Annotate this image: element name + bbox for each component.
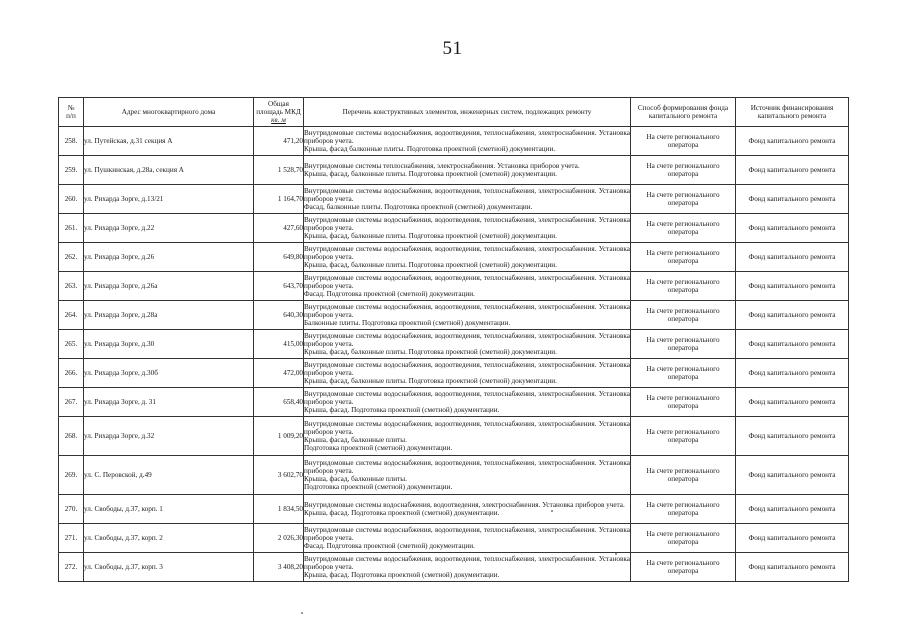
row-number: 269. — [59, 456, 84, 495]
works-line: Фасад. Подготовка проектной (сметной) документации. — [304, 542, 475, 551]
row-address: ул. Рихарда Зорге, д.32 — [84, 417, 254, 456]
row-area: 658,40 — [254, 388, 304, 417]
row-number: 265. — [59, 330, 84, 359]
row-works — [304, 301, 631, 330]
header-number: № п/п — [59, 98, 84, 127]
row-number: 263. — [59, 272, 84, 301]
row-area: 1 528,70 — [254, 156, 304, 185]
row-source: Фонд капитального ремонта — [736, 156, 849, 185]
row-address: ул. Рихарда Зорге, д.30б — [84, 359, 254, 388]
works-line: Крыша, фасад, балконные плиты. — [304, 436, 407, 444]
works-line: Внутридомовые системы водоснабжения, водоотведения, электроснабжения. Установка приборов учета. — [304, 500, 625, 509]
row-works — [304, 553, 631, 582]
row-source: Фонд капитального ремонта — [736, 456, 849, 495]
works-line: Внутридомовые системы водоснабжения, водоотведения, теплоснабжения, электроснабжения. Установка приборов учета. — [304, 419, 630, 436]
table-row — [59, 156, 849, 185]
table-body — [59, 127, 849, 582]
works-line: Подготовка проектной (сметной) документации. — [304, 483, 453, 492]
row-number: 258. — [59, 127, 84, 156]
row-area: 649,80 — [254, 243, 304, 272]
works-line: Внутридомовые системы водоснабжения, водоотведения, теплоснабжения, электроснабжения. Установка приборов учета. — [304, 128, 630, 145]
row-source: Фонд капитального ремонта — [736, 214, 849, 243]
works-line: Крыша, фасад. Подготовка проектной (сметной) документации. — [304, 571, 500, 580]
header-address: Адрес многоквартирного дома — [84, 98, 254, 127]
table-row — [59, 301, 849, 330]
works-line: Крыша, фасад балконные плиты. Подготовка проектной (сметной) документации. — [304, 145, 556, 154]
row-address: ул. Свободы, д.37, корп. 3 — [84, 553, 254, 582]
works-line: Внутридомовые системы водоснабжения, водоотведения, теплоснабжения, электроснабжения. Установка приборов учета. — [304, 525, 630, 542]
row-method: На счете регионального оператора — [631, 156, 736, 185]
row-area: 471,20 — [254, 127, 304, 156]
table-row — [59, 185, 849, 214]
row-number: 261. — [59, 214, 84, 243]
row-area: 643,70 — [254, 272, 304, 301]
works-line: Фасад, балконные плиты. Подготовка проектной (сметной) документации. — [304, 203, 533, 212]
table-row — [59, 214, 849, 243]
row-address: ул. Рихарда Зорге, д.13/21 — [84, 185, 254, 214]
row-address: ул. Рихарда Зорге, д.22 — [84, 214, 254, 243]
row-number: 266. — [59, 359, 84, 388]
works-line: Крыша, фасад. Подготовка проектной (сметной) документации. — [304, 509, 500, 517]
row-number: 264. — [59, 301, 84, 330]
row-source: Фонд капитального ремонта — [736, 243, 849, 272]
row-source: Фонд капитального ремонта — [736, 388, 849, 417]
works-line: Внутридомовые системы водоснабжения, водоотведения, теплоснабжения, электроснабжения. Установка приборов учета. — [304, 554, 630, 571]
works-line: Крыша, фасад, балконные плиты. Подготовка проектной (сметной) документации. — [304, 232, 557, 241]
row-method: На счете регионального оператора — [631, 301, 736, 330]
row-source: Фонд капитального ремонта — [736, 553, 849, 582]
row-works — [304, 127, 631, 156]
row-source: Фонд капитального ремонта — [736, 301, 849, 330]
row-method: На счете регионального оператора — [631, 185, 736, 214]
row-works — [304, 456, 631, 495]
row-number: 271. — [59, 524, 84, 553]
row-address: ул. Свободы, д.37, корп. 1 — [84, 495, 254, 524]
row-method: На счете регионального оператора — [631, 388, 736, 417]
works-line: Крыша, фасад, балконные плиты. Подготовка проектной (сметной) документации. — [304, 170, 557, 178]
works-line: Внутридомовые системы водоснабжения, водоотведения, теплоснабжения, электроснабжения. Установка приборов учета. — [304, 458, 630, 475]
row-number: 260. — [59, 185, 84, 214]
row-works — [304, 388, 631, 417]
row-works — [304, 524, 631, 553]
row-method: На счете регионального оператора — [631, 272, 736, 301]
row-works — [304, 330, 631, 359]
table-row — [59, 330, 849, 359]
works-line: Внутридомовые системы водоснабжения, водоотведения, теплоснабжения, электроснабжения. Установка приборов учета. — [304, 389, 630, 406]
row-source: Фонд капитального ремонта — [736, 495, 849, 524]
row-number: 259. — [59, 156, 84, 185]
row-address: ул. Путейская, д.31 секция А — [84, 127, 254, 156]
row-works — [304, 243, 631, 272]
row-method: На счете регионального оператора — [631, 214, 736, 243]
table-row — [59, 524, 849, 553]
row-method: На счете регионального оператора — [631, 359, 736, 388]
works-line: Крыша, фасад. Подготовка проектной (сметной) документации. — [304, 406, 500, 415]
row-source: Фонд капитального ремонта — [736, 359, 849, 388]
works-line: Крыша, фасад, балконные плиты. Подготовка проектной (сметной) документации. — [304, 261, 557, 270]
row-area: 1 834,50 — [254, 495, 304, 524]
row-works — [304, 359, 631, 388]
row-works — [304, 156, 631, 185]
table-row — [59, 272, 849, 301]
header-method: Способ формирования фонда капитального ремонта — [631, 98, 736, 127]
header-works: Перечень конструктивных элементов, инженерных систем, подлежащих ремонту — [304, 98, 631, 127]
works-line: Крыша, фасад, балконные плиты. Подготовка проектной (сметной) документации. — [304, 377, 557, 386]
row-method: На счете регионального оператора — [631, 243, 736, 272]
row-method: На счете регионального оператора — [631, 456, 736, 495]
row-address: ул. Рихарда Зорге, д.26а — [84, 272, 254, 301]
table-row — [59, 417, 849, 456]
works-line: Внутридомовые системы водоснабжения, водоотведения, теплоснабжения, электроснабжения. Установка приборов учета. — [304, 215, 630, 232]
row-method: На счете регионального оператора — [631, 330, 736, 359]
row-source: Фонд капитального ремонта — [736, 330, 849, 359]
works-line: Крыша, фасад, балконные плиты. — [304, 475, 407, 483]
works-line: Крыша, фасад, балконные плиты. Подготовка проектной (сметной) документации. — [304, 348, 557, 357]
table-row — [59, 456, 849, 495]
table-row — [59, 127, 849, 156]
row-number: 270. — [59, 495, 84, 524]
scan-speck — [615, 553, 617, 555]
row-area: 3 408,20 — [254, 553, 304, 582]
row-area: 472,00 — [254, 359, 304, 388]
scan-speck — [301, 612, 303, 614]
row-source: Фонд капитального ремонта — [736, 127, 849, 156]
row-works — [304, 214, 631, 243]
works-line: Внутридомовые системы водоснабжения, водоотведения, теплоснабжения, электроснабжения. Установка приборов учета. — [304, 273, 630, 290]
table-row — [59, 359, 849, 388]
row-number: 262. — [59, 243, 84, 272]
works-line: Внутридомовые системы водоснабжения, водоотведения, теплоснабжения, электроснабжения. Установка приборов учета. — [304, 244, 630, 261]
row-method: На счете регионального оператора — [631, 495, 736, 524]
row-number: 267. — [59, 388, 84, 417]
works-line: Подготовка проектной (сметной) документации. — [304, 444, 453, 453]
scan-speck — [551, 510, 553, 512]
table-header-row — [59, 98, 849, 127]
page-number: 51 — [442, 38, 463, 59]
works-line: Внутридомовые системы водоснабжения, водоотведения, теплоснабжения, электроснабжения. Установка приборов учета. — [304, 360, 630, 377]
row-source: Фонд капитального ремонта — [736, 272, 849, 301]
row-works — [304, 185, 631, 214]
row-area: 415,00 — [254, 330, 304, 359]
row-method: На счете регионального оператора — [631, 524, 736, 553]
works-line: Фасад. Подготовка проектной (сметной) документации. — [304, 290, 475, 299]
repair-program-table — [58, 97, 849, 582]
row-area: 1 009,20 — [254, 417, 304, 456]
row-works — [304, 272, 631, 301]
header-area: Общая площадь МКД кв. м — [254, 98, 304, 127]
header-source: Источник финансирования капитального ремонта — [736, 98, 849, 127]
row-method: На счете регионального оператора — [631, 417, 736, 456]
row-method: На счете регионального оператора — [631, 127, 736, 156]
works-line: Внутридомовые системы водоснабжения, водоотведения, теплоснабжения, электроснабжения. Установка приборов учета. — [304, 186, 630, 203]
row-address: ул. Рихарда Зорге, д.28а — [84, 301, 254, 330]
row-address: ул. Пушкинская, д.28а, секция А — [84, 156, 254, 185]
row-address: ул. С. Перовской, д.49 — [84, 456, 254, 495]
row-number: 272. — [59, 553, 84, 582]
row-source: Фонд капитального ремонта — [736, 185, 849, 214]
works-line: Внутридомовые системы водоснабжения, водоотведения, теплоснабжения, электроснабжения. Установка приборов учета. — [304, 331, 630, 348]
row-works — [304, 417, 631, 456]
row-area: 427,60 — [254, 214, 304, 243]
works-line: Балконные плиты. Подготовка проектной (сметной) документации. — [304, 319, 511, 328]
row-area: 2 026,30 — [254, 524, 304, 553]
works-line: Внутридомовые системы водоснабжения, водоотведения, теплоснабжения, электроснабжения. Установка приборов учета. — [304, 302, 630, 319]
row-method: На счете регионального оператора — [631, 553, 736, 582]
table-row — [59, 553, 849, 582]
row-works — [304, 495, 631, 524]
row-number: 268. — [59, 417, 84, 456]
works-line: Внутридомовые системы теплоснабжения, электроснабжения. Установка приборов учета. — [304, 161, 580, 170]
row-address: ул. Рихарда Зорге, д.26 — [84, 243, 254, 272]
row-area: 1 164,70 — [254, 185, 304, 214]
row-address: ул. Рихарда Зорге, д.30 — [84, 330, 254, 359]
row-address: ул. Свободы, д.37, корп. 2 — [84, 524, 254, 553]
table-row — [59, 243, 849, 272]
row-source: Фонд капитального ремонта — [736, 524, 849, 553]
table-row — [59, 388, 849, 417]
row-address: ул. Рихарда Зорге, д. 31 — [84, 388, 254, 417]
table-row — [59, 495, 849, 524]
row-area: 3 602,70 — [254, 456, 304, 495]
row-area: 640,30 — [254, 301, 304, 330]
row-source: Фонд капитального ремонта — [736, 417, 849, 456]
